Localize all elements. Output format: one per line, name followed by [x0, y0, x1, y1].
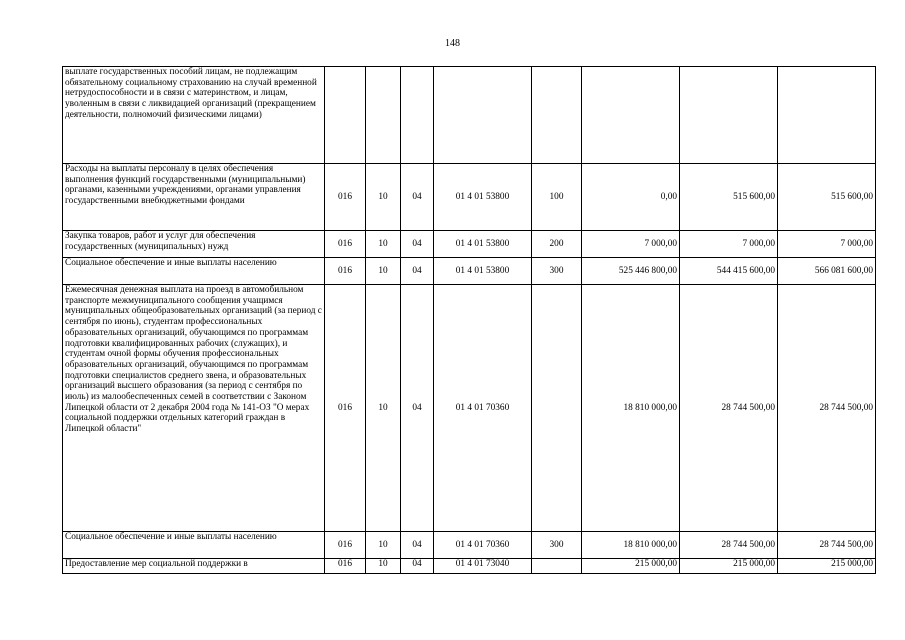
section-code: 10	[366, 285, 401, 532]
amount-year-1: 7 000,00	[582, 231, 680, 258]
section-code: 10	[366, 258, 401, 285]
ministry-code: 016	[325, 532, 366, 559]
amount-year-1	[582, 67, 680, 164]
subsection-code	[401, 67, 434, 164]
row-description: Расходы на выплаты персоналу в целях обеспечения выполнения функций государственными (муниципальными) органами, казенными учреждениями, органами управления государственными внебюджетными фондами	[63, 164, 325, 231]
amount-year-2: 544 415 600,00	[680, 258, 778, 285]
row-description: Закупка товаров, работ и услуг для обеспечения государственных (муниципальных) нужд	[63, 231, 325, 258]
amount-year-1: 215 000,00	[582, 559, 680, 574]
amount-year-1: 18 810 000,00	[582, 285, 680, 532]
budget-table	[62, 66, 876, 574]
ministry-code: 016	[325, 258, 366, 285]
expense-type-code: 100	[532, 164, 582, 231]
ministry-code: 016	[325, 559, 366, 574]
amount-year-2: 215 000,00	[680, 559, 778, 574]
target-article-code: 01 4 01 70360	[434, 532, 532, 559]
amount-year-3	[778, 67, 876, 164]
target-article-code: 01 4 01 53800	[434, 258, 532, 285]
table-row	[63, 258, 876, 285]
subsection-code: 04	[401, 559, 434, 574]
row-description: Социальное обеспечение и иные выплаты населению	[63, 532, 325, 559]
expense-type-code: 300	[532, 258, 582, 285]
expense-type-code: 300	[532, 532, 582, 559]
target-article-code: 01 4 01 53800	[434, 231, 532, 258]
subsection-code: 04	[401, 285, 434, 532]
ministry-code: 016	[325, 285, 366, 532]
amount-year-3: 515 600,00	[778, 164, 876, 231]
amount-year-1: 525 446 800,00	[582, 258, 680, 285]
table-row	[63, 559, 876, 574]
amount-year-2: 7 000,00	[680, 231, 778, 258]
section-code: 10	[366, 164, 401, 231]
page-number: 148	[445, 38, 460, 49]
amount-year-3: 28 744 500,00	[778, 285, 876, 532]
amount-year-2: 28 744 500,00	[680, 285, 778, 532]
amount-year-2: 28 744 500,00	[680, 532, 778, 559]
amount-year-2: 515 600,00	[680, 164, 778, 231]
subsection-code: 04	[401, 231, 434, 258]
target-article-code: 01 4 01 70360	[434, 285, 532, 532]
section-code: 10	[366, 532, 401, 559]
section-code	[366, 67, 401, 164]
row-description: Ежемесячная денежная выплата на проезд в автомобильном транспорте межмуниципального сообщения учащимся муниципальных общеобразовательных организаций (за период с сентября по июнь), студентам профессиональных образовательных организаций, обучающимся по программам подготовки квалифицированных рабочих (служащих), и студентам очной формы обучения профессиональных образовательных организаций, обучающимся по программам подготовки специалистов среднего звена, и образовательных организаций высшего образования (за период с сентября по июль) из малообеспеченных семей в соответствии с Законом Липецкой области от 2 декабря 2004 года № 141-ОЗ "О мерах социальной поддержки отдельных категорий граждан в Липецкой области"	[63, 285, 325, 532]
subsection-code: 04	[401, 532, 434, 559]
row-description: Социальное обеспечение и иные выплаты населению	[63, 258, 325, 285]
subsection-code: 04	[401, 164, 434, 231]
amount-year-3: 7 000,00	[778, 231, 876, 258]
expense-type-code: 200	[532, 231, 582, 258]
table-row	[63, 67, 876, 164]
amount-year-3: 215 000,00	[778, 559, 876, 574]
table-row	[63, 164, 876, 231]
ministry-code: 016	[325, 231, 366, 258]
amount-year-3: 28 744 500,00	[778, 532, 876, 559]
expense-type-code	[532, 67, 582, 164]
table-row	[63, 532, 876, 559]
section-code: 10	[366, 559, 401, 574]
expense-type-code	[532, 559, 582, 574]
amount-year-3: 566 081 600,00	[778, 258, 876, 285]
amount-year-2	[680, 67, 778, 164]
target-article-code: 01 4 01 73040	[434, 559, 532, 574]
amount-year-1: 0,00	[582, 164, 680, 231]
target-article-code	[434, 67, 532, 164]
table-row	[63, 231, 876, 258]
row-description: Предоставление мер социальной поддержки в	[63, 559, 325, 574]
ministry-code	[325, 67, 366, 164]
ministry-code: 016	[325, 164, 366, 231]
amount-year-1: 18 810 000,00	[582, 532, 680, 559]
expense-type-code	[532, 285, 582, 532]
row-description: выплате государственных пособий лицам, не подлежащим обязательному социальному страхованию на случай временной нетрудоспособности и в связи с материнством, и лицам, уволенным в связи с ликвидацией организаций (прекращением деятельности, полномочий физическими лицами)	[63, 67, 325, 164]
target-article-code: 01 4 01 53800	[434, 164, 532, 231]
subsection-code: 04	[401, 258, 434, 285]
table-row	[63, 285, 876, 532]
section-code: 10	[366, 231, 401, 258]
